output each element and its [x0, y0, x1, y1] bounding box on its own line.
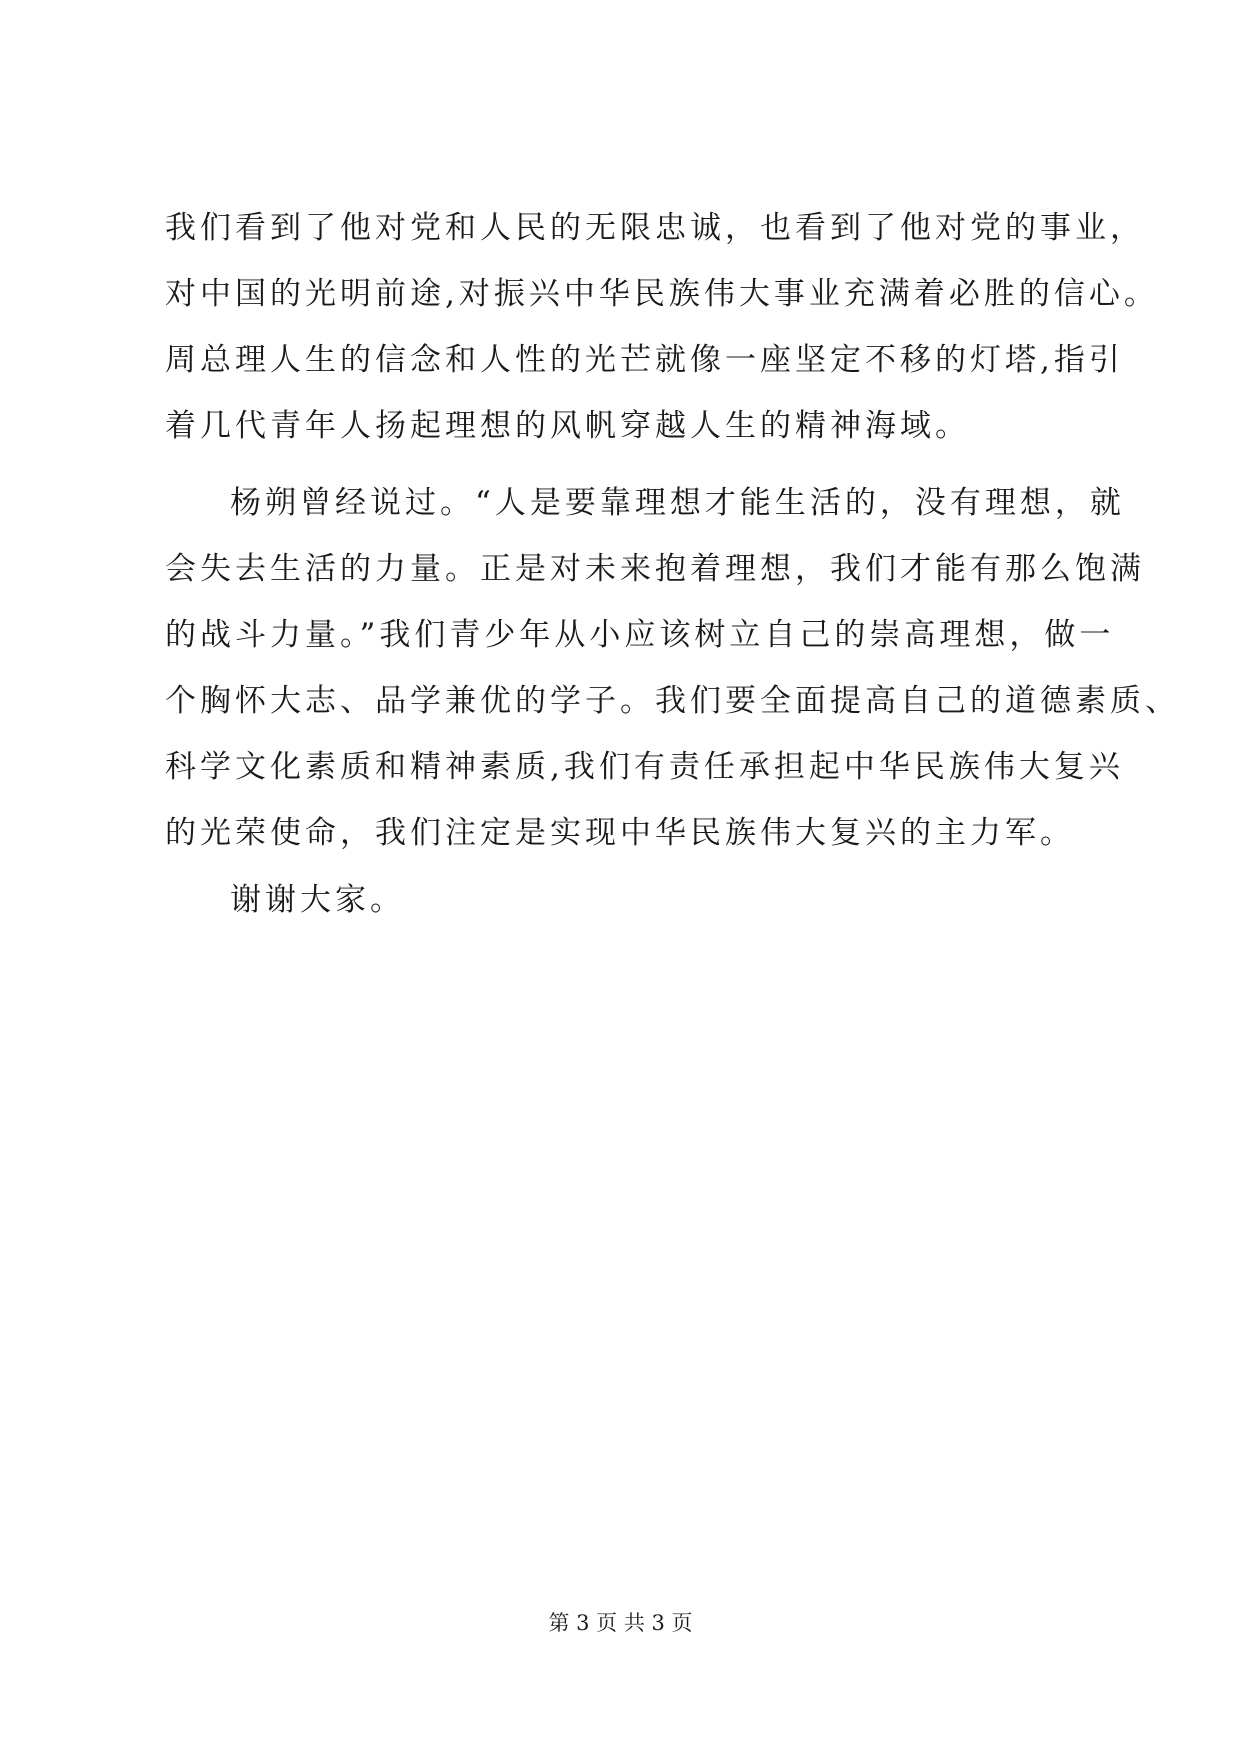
paragraph-1-line-2: 对中国的光明前途,对振兴中华民族伟大事业充满着必胜的信心。: [165, 276, 1159, 312]
paragraph-3-line-1: 谢谢大家。: [230, 882, 405, 918]
paragraph-1-line-1: 我们看到了他对党和人民的无限忠诚，也看到了他对党的事业，: [165, 210, 1145, 246]
paragraph-2-line-2: 会失去生活的力量。正是对未来抱着理想，我们才能有那么饱满: [165, 551, 1145, 587]
paragraph-2-line-1: 杨朔曾经说过。“人是要靠理想才能生活的，没有理想，就: [230, 485, 1125, 521]
paragraph-2-line-4: 个胸怀大志、品学兼优的学子。我们要全面提高自己的道德素质、: [165, 683, 1180, 719]
paragraph-1-line-4: 着几代青年人扬起理想的风帆穿越人生的精神海域。: [165, 408, 970, 444]
paragraph-1-line-3: 周总理人生的信念和人性的光芒就像一座坚定不移的灯塔,指引: [165, 342, 1124, 378]
paragraph-2-line-3: 的战斗力量。”我们青少年从小应该树立自己的崇高理想，做一: [165, 617, 1115, 653]
paragraph-2-line-5: 科学文化素质和精神素质,我们有责任承担起中华民族伟大复兴: [165, 749, 1124, 785]
page-number-footer: 第 3 页 共 3 页: [548, 1611, 693, 1635]
paragraph-2-line-6: 的光荣使命，我们注定是实现中华民族伟大复兴的主力军。: [165, 815, 1075, 851]
